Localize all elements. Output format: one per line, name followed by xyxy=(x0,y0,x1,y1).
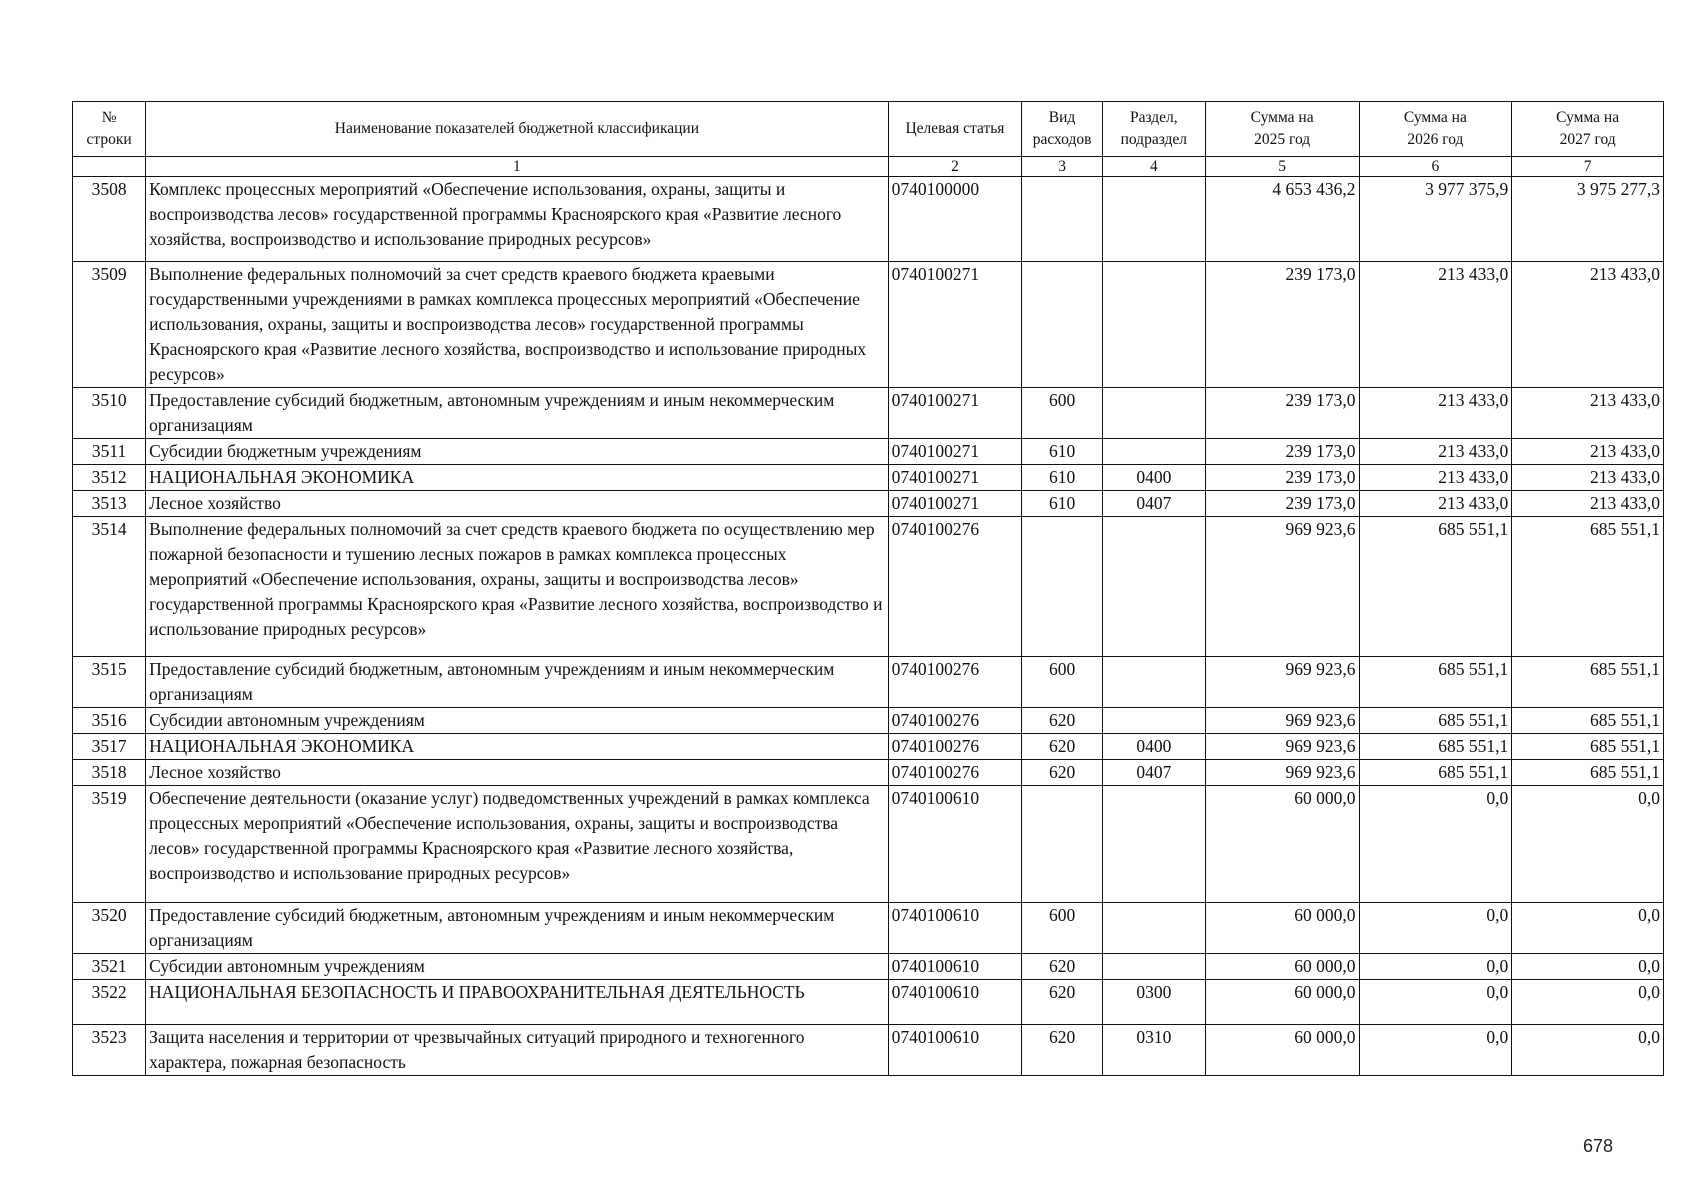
row-sum-2027: 685 551,1 xyxy=(1512,734,1664,760)
column-number xyxy=(73,157,146,177)
row-expense-type xyxy=(1022,262,1103,388)
row-target-code: 0740100276 xyxy=(888,657,1022,708)
row-name: Выполнение федеральных полномочий за счет средств краевого бюджета краевыми государственными учреждениями в рамках комплекса процессных мероприятий «Обеспечение использования, охраны, защиты и воспроизводства лесов» государственной программы Красноярского края «Развитие лесного хозяйства, воспроизводство и использование природных ресурсов» xyxy=(146,262,888,388)
row-section: 0407 xyxy=(1102,760,1205,786)
row-expense-type: 600 xyxy=(1022,903,1103,954)
row-sum-2027: 213 433,0 xyxy=(1512,262,1664,388)
row-sum-2026: 213 433,0 xyxy=(1359,388,1512,439)
row-sum-2027: 0,0 xyxy=(1512,954,1664,980)
header-sum-2025: Сумма на 2025 год xyxy=(1205,102,1359,157)
row-expense-type: 600 xyxy=(1022,657,1103,708)
row-target-code: 0740100271 xyxy=(888,491,1022,517)
row-target-code: 0740100271 xyxy=(888,439,1022,465)
row-expense-type: 610 xyxy=(1022,491,1103,517)
row-section xyxy=(1102,517,1205,657)
row-expense-type: 610 xyxy=(1022,465,1103,491)
table-row xyxy=(73,1025,1664,1076)
row-expense-type xyxy=(1022,517,1103,657)
row-expense-type: 620 xyxy=(1022,1025,1103,1076)
row-sum-2025: 60 000,0 xyxy=(1205,903,1359,954)
row-sum-2025: 60 000,0 xyxy=(1205,786,1359,903)
row-sum-2027: 213 433,0 xyxy=(1512,388,1664,439)
row-name: Субсидии бюджетным учреждениям xyxy=(146,439,888,465)
table-body xyxy=(73,177,1664,1076)
row-number: 3518 xyxy=(73,760,146,786)
header-row xyxy=(73,102,1664,157)
row-number: 3512 xyxy=(73,465,146,491)
row-name: Лесное хозяйство xyxy=(146,491,888,517)
row-sum-2027: 685 551,1 xyxy=(1512,760,1664,786)
row-sum-2026: 685 551,1 xyxy=(1359,657,1512,708)
table-row xyxy=(73,491,1664,517)
row-name: Лесное хозяйство xyxy=(146,760,888,786)
row-expense-type: 620 xyxy=(1022,708,1103,734)
row-section: 0300 xyxy=(1102,980,1205,1025)
row-target-code: 0740100610 xyxy=(888,980,1022,1025)
column-number: 3 xyxy=(1022,157,1103,177)
row-sum-2026: 0,0 xyxy=(1359,980,1512,1025)
page-number: 678 xyxy=(1583,1136,1614,1156)
row-section xyxy=(1102,177,1205,262)
row-name: Обеспечение деятельности (оказание услуг) подведомственных учреждений в рамках комплекса процессных мероприятий «Обеспечение использования, охраны, защиты и воспроизводства лесов» государственной программы Красноярского края «Развитие лесного хозяйства, воспроизводство и использование природных ресурсов» xyxy=(146,786,888,903)
row-target-code: 0740100276 xyxy=(888,760,1022,786)
row-number: 3522 xyxy=(73,980,146,1025)
row-number: 3513 xyxy=(73,491,146,517)
row-target-code: 0740100271 xyxy=(888,388,1022,439)
table-row xyxy=(73,954,1664,980)
row-sum-2026: 213 433,0 xyxy=(1359,491,1512,517)
row-sum-2025: 4 653 436,2 xyxy=(1205,177,1359,262)
row-number: 3521 xyxy=(73,954,146,980)
row-sum-2027: 213 433,0 xyxy=(1512,491,1664,517)
row-expense-type: 620 xyxy=(1022,734,1103,760)
column-number: 2 xyxy=(888,157,1022,177)
row-section: 0400 xyxy=(1102,734,1205,760)
row-section xyxy=(1102,954,1205,980)
row-sum-2025: 239 173,0 xyxy=(1205,491,1359,517)
row-name: Субсидии автономным учреждениям xyxy=(146,708,888,734)
row-expense-type: 620 xyxy=(1022,980,1103,1025)
row-sum-2025: 239 173,0 xyxy=(1205,465,1359,491)
row-sum-2027: 685 551,1 xyxy=(1512,517,1664,657)
row-name: Предоставление субсидий бюджетным, автономным учреждениям и иным некоммерческим организациям xyxy=(146,657,888,708)
column-number-row xyxy=(73,157,1664,177)
row-section: 0407 xyxy=(1102,491,1205,517)
row-section xyxy=(1102,903,1205,954)
row-number: 3523 xyxy=(73,1025,146,1076)
row-sum-2026: 0,0 xyxy=(1359,903,1512,954)
row-expense-type xyxy=(1022,177,1103,262)
column-number: 5 xyxy=(1205,157,1359,177)
table-row xyxy=(73,760,1664,786)
row-expense-type xyxy=(1022,786,1103,903)
row-name: Предоставление субсидий бюджетным, автономным учреждениям и иным некоммерческим организациям xyxy=(146,903,888,954)
row-sum-2026: 685 551,1 xyxy=(1359,760,1512,786)
table-row xyxy=(73,439,1664,465)
row-sum-2025: 969 923,6 xyxy=(1205,517,1359,657)
row-sum-2025: 239 173,0 xyxy=(1205,388,1359,439)
row-expense-type: 600 xyxy=(1022,388,1103,439)
column-number: 4 xyxy=(1102,157,1205,177)
table-row xyxy=(73,708,1664,734)
row-name: Субсидии автономным учреждениям xyxy=(146,954,888,980)
column-number: 7 xyxy=(1512,157,1664,177)
row-section xyxy=(1102,262,1205,388)
row-sum-2026: 213 433,0 xyxy=(1359,439,1512,465)
row-name: Защита населения и территории от чрезвычайных ситуаций природного и техногенного характера, пожарная безопасность xyxy=(146,1025,888,1076)
row-target-code: 0740100276 xyxy=(888,708,1022,734)
row-number: 3517 xyxy=(73,734,146,760)
table-row xyxy=(73,177,1664,262)
row-sum-2027: 3 975 277,3 xyxy=(1512,177,1664,262)
row-name: НАЦИОНАЛЬНАЯ ЭКОНОМИКА xyxy=(146,465,888,491)
row-number: 3509 xyxy=(73,262,146,388)
row-target-code: 0740100276 xyxy=(888,734,1022,760)
row-sum-2025: 60 000,0 xyxy=(1205,980,1359,1025)
row-number: 3510 xyxy=(73,388,146,439)
row-number: 3519 xyxy=(73,786,146,903)
header-section: Раздел, подраздел xyxy=(1102,102,1205,157)
row-name: НАЦИОНАЛЬНАЯ ЭКОНОМИКА xyxy=(146,734,888,760)
row-section: 0310 xyxy=(1102,1025,1205,1076)
header-row-no: № строки xyxy=(73,102,146,157)
row-sum-2025: 969 923,6 xyxy=(1205,760,1359,786)
row-name: Выполнение федеральных полномочий за счет средств краевого бюджета по осуществлению мер пожарной безопасности и тушению лесных пожаров в рамках комплекса процессных мероприятий «Обеспечение использования, охраны, защиты и воспроизводства лесов» государственной программы Красноярского края «Развитие лесного хозяйства, воспроизводство и использование природных ресурсов» xyxy=(146,517,888,657)
row-section xyxy=(1102,388,1205,439)
row-sum-2027: 685 551,1 xyxy=(1512,708,1664,734)
row-target-code: 0740100271 xyxy=(888,465,1022,491)
row-sum-2027: 0,0 xyxy=(1512,980,1664,1025)
row-number: 3511 xyxy=(73,439,146,465)
row-expense-type: 620 xyxy=(1022,954,1103,980)
table-row xyxy=(73,388,1664,439)
row-expense-type: 620 xyxy=(1022,760,1103,786)
row-target-code: 0740100610 xyxy=(888,903,1022,954)
table-row xyxy=(73,517,1664,657)
row-sum-2027: 0,0 xyxy=(1512,786,1664,903)
row-sum-2026: 0,0 xyxy=(1359,1025,1512,1076)
row-sum-2027: 685 551,1 xyxy=(1512,657,1664,708)
table-row xyxy=(73,734,1664,760)
row-sum-2027: 213 433,0 xyxy=(1512,465,1664,491)
row-sum-2027: 0,0 xyxy=(1512,1025,1664,1076)
row-number: 3515 xyxy=(73,657,146,708)
row-expense-type: 610 xyxy=(1022,439,1103,465)
row-sum-2025: 969 923,6 xyxy=(1205,734,1359,760)
row-target-code: 0740100000 xyxy=(888,177,1022,262)
column-number: 6 xyxy=(1359,157,1512,177)
budget-table xyxy=(72,101,1664,1076)
header-sum-2026: Сумма на 2026 год xyxy=(1359,102,1512,157)
header-name: Наименование показателей бюджетной классификации xyxy=(146,102,888,157)
row-sum-2027: 0,0 xyxy=(1512,903,1664,954)
row-sum-2026: 0,0 xyxy=(1359,786,1512,903)
row-sum-2026: 685 551,1 xyxy=(1359,734,1512,760)
row-name: НАЦИОНАЛЬНАЯ БЕЗОПАСНОСТЬ И ПРАВООХРАНИТЕЛЬНАЯ ДЕЯТЕЛЬНОСТЬ xyxy=(146,980,888,1025)
header-target: Целевая статья xyxy=(888,102,1022,157)
row-sum-2026: 213 433,0 xyxy=(1359,465,1512,491)
row-number: 3508 xyxy=(73,177,146,262)
row-sum-2026: 3 977 375,9 xyxy=(1359,177,1512,262)
row-sum-2025: 969 923,6 xyxy=(1205,708,1359,734)
table-row xyxy=(73,903,1664,954)
header-sum-2027: Сумма на 2027 год xyxy=(1512,102,1664,157)
header-exp-type: Вид расходов xyxy=(1022,102,1103,157)
table-row xyxy=(73,786,1664,903)
row-target-code: 0740100276 xyxy=(888,517,1022,657)
row-section xyxy=(1102,439,1205,465)
row-number: 3520 xyxy=(73,903,146,954)
table-row xyxy=(73,980,1664,1025)
row-sum-2025: 60 000,0 xyxy=(1205,1025,1359,1076)
row-sum-2026: 213 433,0 xyxy=(1359,262,1512,388)
row-number: 3516 xyxy=(73,708,146,734)
table-row xyxy=(73,465,1664,491)
row-section: 0400 xyxy=(1102,465,1205,491)
row-section xyxy=(1102,786,1205,903)
table-row xyxy=(73,657,1664,708)
row-section xyxy=(1102,708,1205,734)
row-target-code: 0740100271 xyxy=(888,262,1022,388)
row-sum-2025: 239 173,0 xyxy=(1205,439,1359,465)
row-target-code: 0740100610 xyxy=(888,1025,1022,1076)
table-row xyxy=(73,262,1664,388)
row-sum-2025: 969 923,6 xyxy=(1205,657,1359,708)
row-sum-2025: 60 000,0 xyxy=(1205,954,1359,980)
row-section xyxy=(1102,657,1205,708)
row-target-code: 0740100610 xyxy=(888,954,1022,980)
row-sum-2027: 213 433,0 xyxy=(1512,439,1664,465)
row-sum-2026: 0,0 xyxy=(1359,954,1512,980)
column-number: 1 xyxy=(146,157,888,177)
row-sum-2026: 685 551,1 xyxy=(1359,517,1512,657)
row-name: Предоставление субсидий бюджетным, автономным учреждениям и иным некоммерческим организациям xyxy=(146,388,888,439)
row-target-code: 0740100610 xyxy=(888,786,1022,903)
row-sum-2025: 239 173,0 xyxy=(1205,262,1359,388)
row-sum-2026: 685 551,1 xyxy=(1359,708,1512,734)
row-number: 3514 xyxy=(73,517,146,657)
row-name: Комплекс процессных мероприятий «Обеспечение использования, охраны, защиты и воспроизводства лесов» государственной программы Красноярского края «Развитие лесного хозяйства, воспроизводство и использование природных ресурсов» xyxy=(146,177,888,262)
